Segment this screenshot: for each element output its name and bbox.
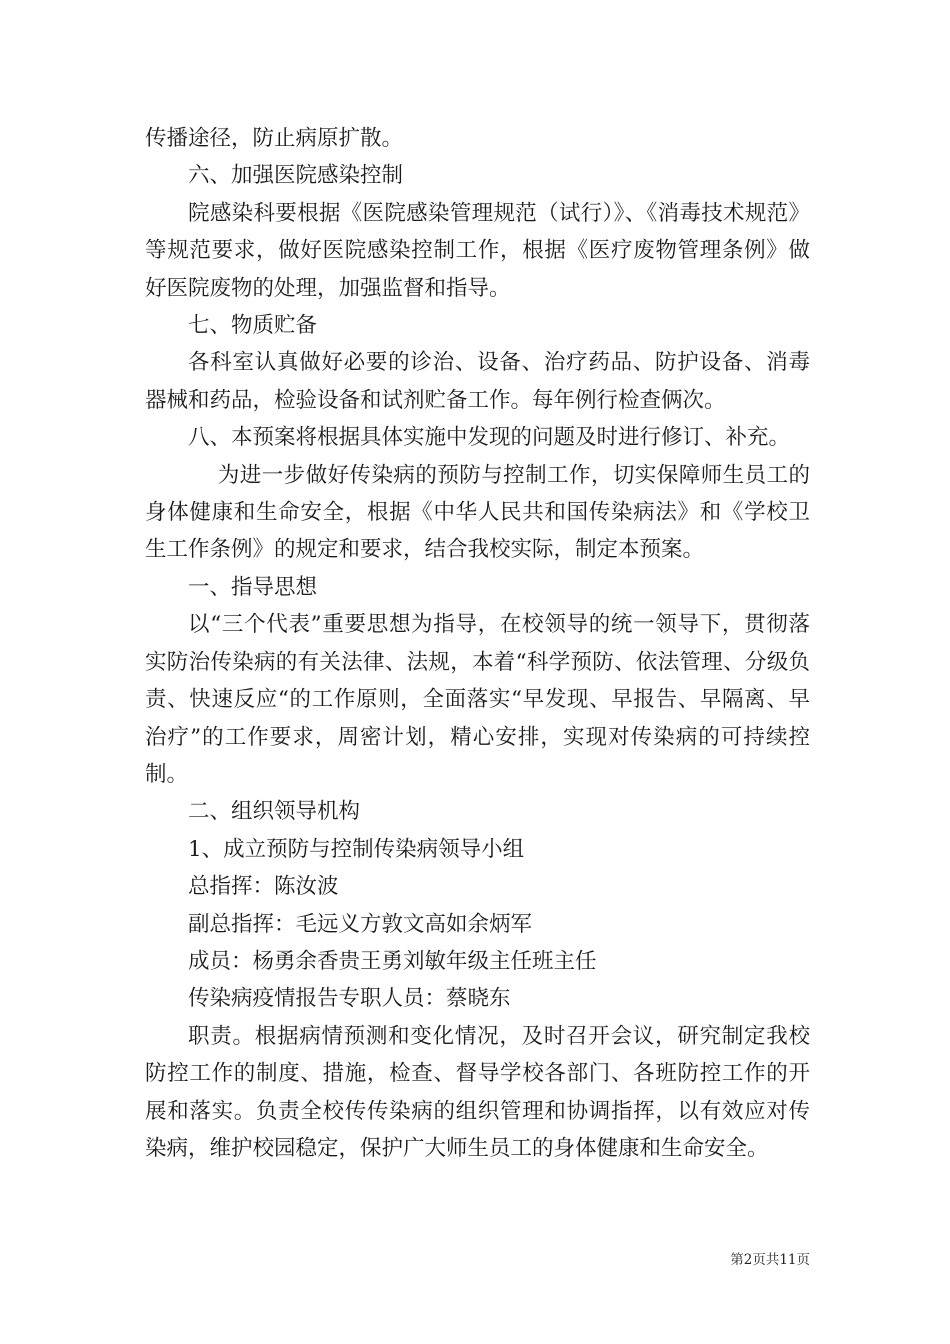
footer-suffix: 页 [796,1252,810,1268]
paragraph: 院感染科要根据《医院感染管理规范（试行）》、《消毒技术规范》等规范要求，做好医院感染控制工作，根据《医疗废物管理条例》做好医院废物的处理，加强监督和指导。 [145,200,810,301]
paragraph: 以“三个代表”重要思想为指导，在校领导的统一领导下，贯彻落实防治传染病的有关法律、法规，本着“科学预防、依法管理、分级负责、快速反应“的工作原则，全面落实“早发现、早报告、早隔离、早治疗”的工作要求，周密计划，精心安排，实现对传染病的可持续控制。 [145,612,810,787]
section-heading: 六、加强医院感染控制 [188,163,404,189]
list-item: 传染病疫情报告专职人员：蔡晓东 [188,986,511,1012]
paragraph: 传播途径，防止病原扩散。 [145,126,404,151]
paragraph: 为进一步做好传染病的预防与控制工作，切实保障师生员工的身体健康和生命安全，根据《中华人民共和国传染病法》和《学校卫生工作条例》的规定和要求，结合我校实际，制定本预案。 [145,462,810,563]
paragraph: 各科室认真做好必要的诊治、设备、治疗药品、防护设备、消毒器械和药品，检验设备和试剂贮备工作。每年例行检查俩次。 [145,350,810,413]
footer-page-number: 2 [743,1252,753,1268]
footer-prefix: 第 [730,1252,744,1268]
paragraph: 八、本预案将根据具体实施中发现的问题及时进行修订、补充。 [188,425,791,451]
section-heading: 二、组织领导机构 [188,799,361,825]
footer-middle: 页共 [752,1252,780,1268]
page-footer [700,1248,810,1268]
paragraph: 职责。根据病情预测和变化情况，及时召开会议，研究制定我校防控工作的制度、措施，检查、督导学校各部门、各班防控工作的开展和落实。负责全校传传染病的组织管理和协调指挥，以有效应对传染病，维护校园稳定，保护广大师生员工的身体健康和生命安全。 [145,1023,810,1161]
list-item: 成员：杨勇余香贵王勇刘敏年级主任班主任 [188,948,597,974]
document-body [145,120,810,1167]
subsection-heading: 1、成立预防与控制传染病领导小组 [188,836,525,862]
section-heading: 一、指导思想 [188,574,318,600]
list-item: 总指挥：陈汝波 [188,874,339,900]
list-item: 副总指挥：毛远义方敦文高如余炳军 [188,911,533,937]
section-heading: 七、物质贮备 [188,313,318,339]
footer-total-pages: 11 [779,1252,797,1268]
